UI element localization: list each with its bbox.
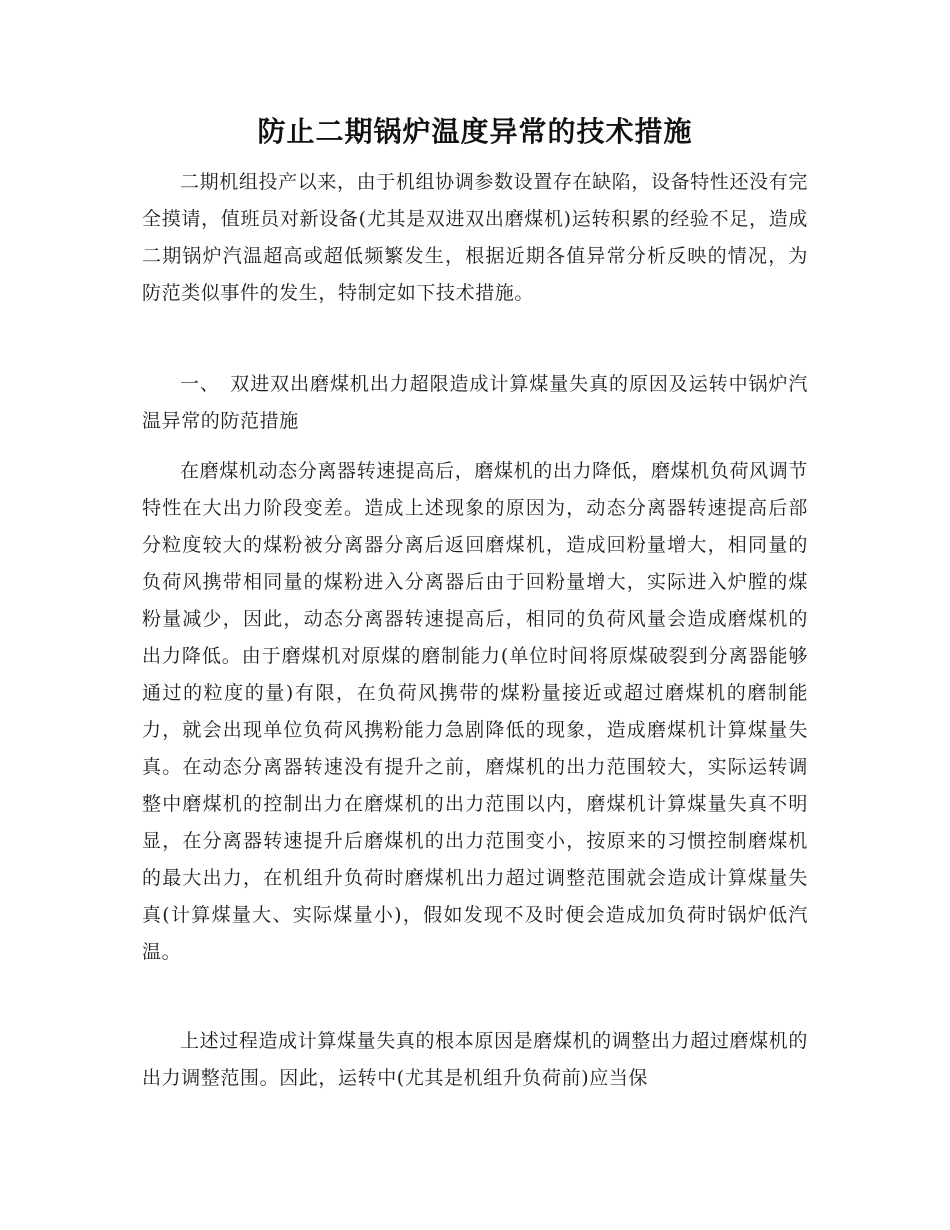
document-title: 防止二期锅炉温度异常的技术措施: [257, 115, 693, 148]
intro-paragraph: 二期机组投产以来，由于机组协调参数设置存在缺陷，设备特性还没有完全摸请，值班员对新设备(尤其是双进双出磨煤机)运转积累的经验不足，造成二期锅炉汽温超高或超低频繁发生，根据近期各值异常分析反映的情况，为防范类似事件的发生，特制定如下技术措施。: [142, 171, 808, 304]
body-paragraph-2: 上述过程造成计算煤量失真的根本原因是磨煤机的调整出力超过磨煤机的出力调整范围。因此，运转中(尤其是机组升负荷前)应当保: [142, 1030, 808, 1089]
body-paragraph-1: 在磨煤机动态分离器转速提高后，磨煤机的出力降低，磨煤机负荷风调节特性在大出力阶段变差。造成上述现象的原因为，动态分离器转速提高后部分粒度较大的煤粉被分离器分离后返回磨煤机，造成回粉量增大，相同量的负荷风携带相同量的煤粉进入分离器后由于回粉量增大，实际进入炉膛的煤粉量减少，因此，动态分离器转速提高后，相同的负荷风量会造成磨煤机的出力降低。由于磨煤机对原煤的磨制能力(单位时间将原煤破裂到分离器能够通过的粒度的量)有限，在负荷风携带的煤粉量接近或超过磨煤机的磨制能力，就会出现单位负荷风携粉能力急剧降低的现象，造成磨煤机计算煤量失真。在动态分离器转速没有提升之前，磨煤机的出力范围较大，实际运转调整中磨煤机的控制出力在磨煤机的出力范围以内，磨煤机计算煤量失真不明显，在分离器转速提升后磨煤机的出力范围变小，按原来的习惯控制磨煤机的最大出力，在机组升负荷时磨煤机出力超过调整范围就会造成计算煤量失真(计算煤量大、实际煤量小)，假如发现不及时便会造成加负荷时锅炉低汽温。: [142, 460, 808, 963]
section-heading: 一、 双进双出磨煤机出力超限造成计算煤量失真的原因及运转中锅炉汽温异常的防范措施: [142, 373, 808, 432]
